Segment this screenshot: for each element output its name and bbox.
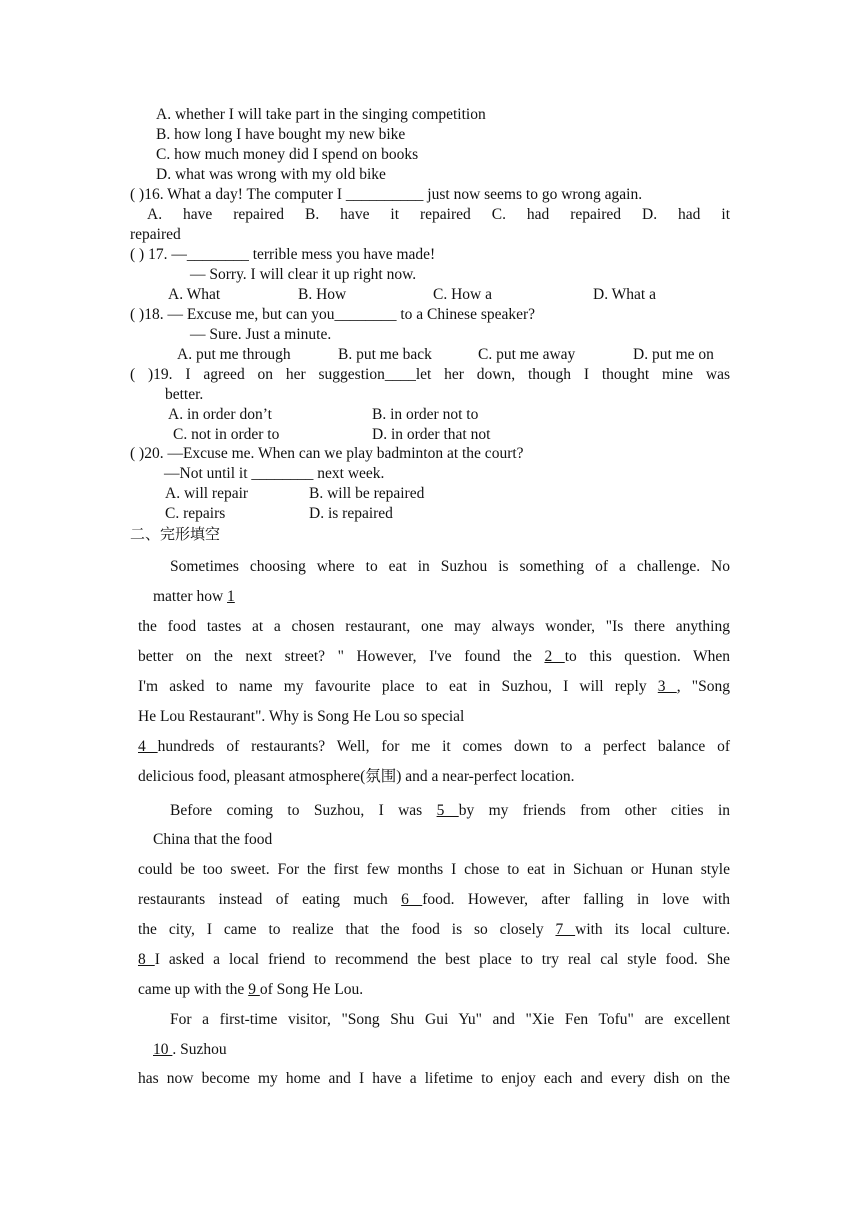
q15-option-b: B. how long I have bought my new bike — [156, 126, 406, 143]
blank-3[interactable]: 3 — [657, 678, 677, 695]
cloze-p1-line5: I'm asked to name my favourite place to eat in Suzhou, I will reply 3 , "Song — [138, 678, 731, 695]
q20-option-a: A. will repair — [165, 485, 249, 502]
q19-stem: ( )19. I agreed on her suggestion____let her down, though I thought mine was — [130, 366, 730, 383]
cloze-p1-line2: matter how 1 — [153, 588, 235, 605]
q19-option-a: A. in order don’t — [168, 406, 272, 423]
q17-option-a: A. What — [168, 286, 221, 303]
q17-option-c: C. How a — [433, 286, 492, 303]
cloze-p1-line7: 4 hundreds of restaurants? Well, for me it comes down to a perfect balance of — [138, 738, 730, 755]
cloze-p2-line4: restaurants instead of eating much 6 food. However, after falling in love with — [138, 891, 731, 908]
q18-option-c: C. put me away — [478, 346, 576, 363]
cloze-p1-line6: He Lou Restaurant". Why is Song He Lou so special — [138, 708, 465, 725]
q19-option-b: B. in order not to — [372, 406, 479, 423]
cloze-p1-line8: delicious food, pleasant atmosphere(氛围) and a near-perfect location. — [138, 768, 575, 785]
q15-option-a: A. whether I will take part in the singing competition — [156, 106, 486, 123]
q16-options: A. have repaired B. have it repaired C. had repaired D. had it — [147, 206, 730, 223]
cloze-p1-line1: Sometimes choosing where to eat in Suzhou is something of a challenge. No — [170, 558, 730, 575]
q18-option-d: D. put me on — [633, 346, 714, 363]
q17-stem: ( ) 17. —________ terrible mess you have made! — [130, 246, 436, 263]
cloze-p2-line7: came up with the 9 of Song He Lou. — [138, 981, 364, 998]
q20-option-c: C. repairs — [165, 505, 226, 522]
q18-option-a: A. put me through — [177, 346, 291, 363]
blank-1[interactable]: 1 — [227, 588, 235, 605]
blank-10[interactable]: 10 — [153, 1041, 173, 1058]
q20-option-d: D. is repaired — [309, 505, 393, 522]
cloze-p3-line1: For a first-time visitor, "Song Shu Gui Yu" and "Xie Fen Tofu" are excellent — [170, 1011, 730, 1028]
cloze-p3-line2: 10 . Suzhou — [153, 1041, 227, 1058]
q16-stem: ( )16. What a day! The computer I __________ just now seems to go wrong again. — [130, 186, 643, 203]
blank-2[interactable]: 2 — [544, 648, 565, 665]
q19-option-d: D. in order that not — [372, 426, 491, 443]
q17-option-d: D. What a — [593, 286, 656, 303]
blank-8[interactable]: 8 — [138, 951, 155, 968]
cloze-p2-line2: China that the food — [153, 831, 273, 848]
cloze-p2-line1: Before coming to Suzhou, I was 5 by my friends from other cities in — [170, 802, 731, 819]
q17-option-b: B. How — [298, 286, 347, 303]
q18-option-b: B. put me back — [338, 346, 432, 363]
cloze-p2-line5: the city, I came to realize that the food is so closely 7 with its local culture. — [138, 921, 731, 938]
cloze-p2-line3: could be too sweet. For the first few months I chose to eat in Sichuan or Hunan style — [138, 861, 730, 878]
cloze-p3-line3: has now become my home and I have a lifetime to enjoy each and every dish on the — [138, 1070, 730, 1087]
blank-5[interactable]: 5 — [436, 802, 459, 819]
blank-9[interactable]: 9 — [248, 981, 260, 998]
blank-4[interactable]: 4 — [138, 738, 158, 755]
q19-option-c: C. not in order to — [173, 426, 280, 443]
cloze-p2-line6: 8 I asked a local friend to recommend the best place to try real cal style food. She — [138, 951, 730, 968]
q16-options-cont: repaired — [130, 226, 181, 243]
q19-stem-cont: better. — [165, 386, 204, 403]
section-title: 二、完形填空 — [130, 525, 221, 543]
q18-stem: ( )18. — Excuse me, but can you________ to a Chinese speaker? — [130, 306, 536, 323]
q15-option-c: C. how much money did I spend on books — [156, 146, 419, 163]
cloze-p1-line4: better on the next street? " However, I've found the 2 to this question. When — [138, 648, 730, 665]
q20-stem: ( )20. —Excuse me. When can we play badminton at the court? — [130, 445, 524, 462]
blank-6[interactable]: 6 — [401, 891, 423, 908]
q15-option-d: D. what was wrong with my old bike — [156, 166, 386, 183]
q18-reply: — Sure. Just a minute. — [190, 326, 332, 343]
blank-7[interactable]: 7 — [555, 921, 576, 938]
q17-reply: — Sorry. I will clear it up right now. — [190, 266, 417, 283]
q20-reply: —Not until it ________ next week. — [164, 465, 385, 482]
q20-option-b: B. will be repaired — [309, 485, 425, 502]
cloze-p1-line3: the food tastes at a chosen restaurant, one may always wonder, "Is there anything — [138, 618, 730, 635]
